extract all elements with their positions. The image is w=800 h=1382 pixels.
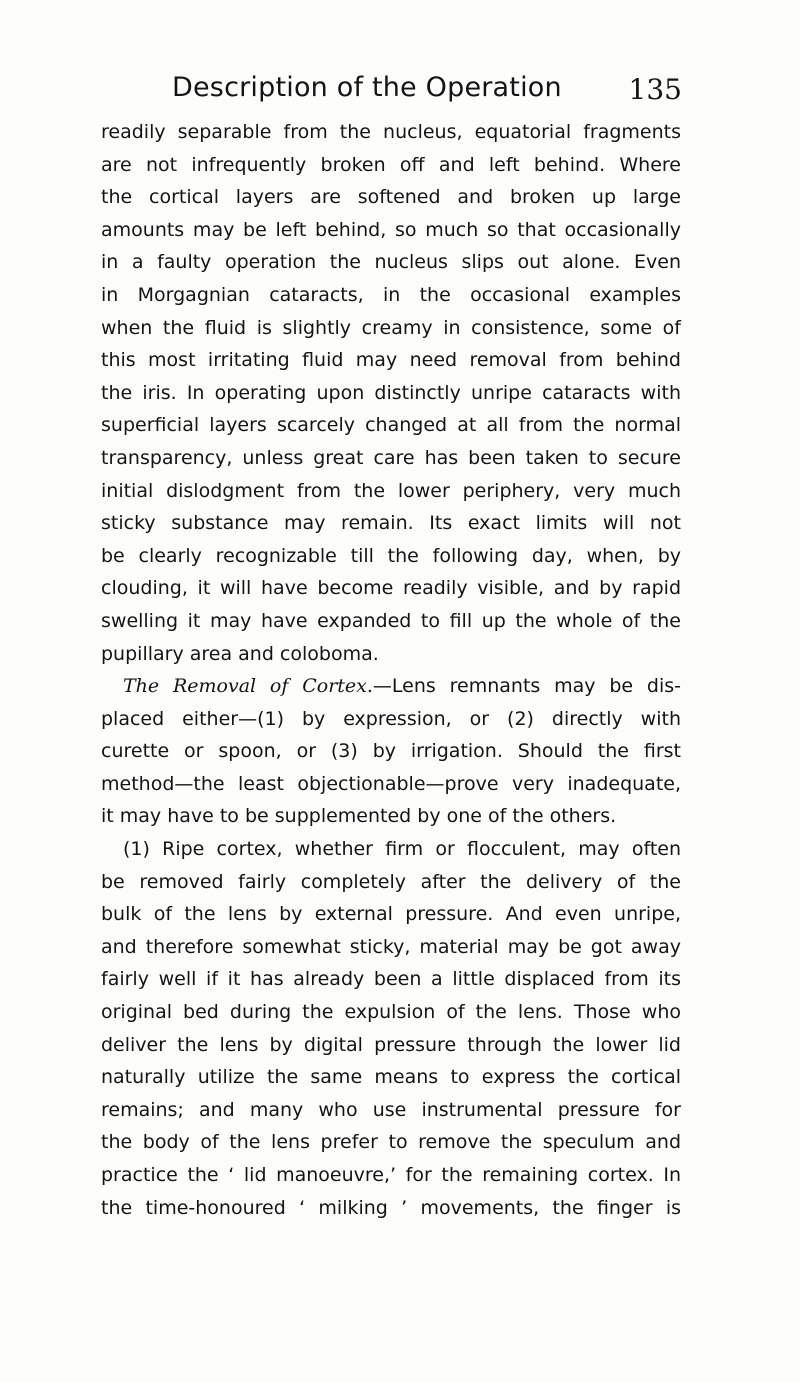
- text-line: curette or spoon, or (3) by irrigation. Should the first: [101, 740, 681, 763]
- section-heading: The Removal of Cortex.: [123, 675, 373, 698]
- text-line: it may have to be supplemented by one of the others.: [101, 805, 617, 828]
- text-line: this most irritating fluid may need removal from behind: [101, 349, 681, 372]
- text-fragment: —Lens remnants may be dis-: [372, 675, 681, 698]
- text-line: the iris. In operating upon distinctly unripe cataracts with: [101, 381, 681, 404]
- text-line: the time-honoured ‘ milking ’ movements, the finger is: [101, 1196, 681, 1219]
- text-line: initial dislodgment from the lower periphery, very much: [101, 479, 681, 502]
- text-line: bulk of the lens by external pressure. And even unripe,: [101, 903, 681, 926]
- paragraph-removal-of-cortex: [101, 670, 681, 833]
- text-line: superficial layers scarcely changed at all from the normal: [101, 414, 681, 437]
- text-line: be removed fairly completely after the delivery of the: [101, 870, 681, 893]
- running-header: [172, 70, 682, 114]
- text-line: method—the least objectionable—prove very inadequate,: [101, 772, 681, 795]
- text-line: pupillary area and coloboma.: [101, 642, 379, 665]
- text-line: practice the ‘ lid manoeuvre,’ for the remaining cortex. In: [101, 1164, 681, 1186]
- text-line: are not infrequently broken off and left behind. Where: [101, 153, 681, 176]
- text-line: naturally utilize the same means to express the cortical: [101, 1066, 681, 1089]
- text-line: the body of the lens prefer to remove the speculum and: [101, 1131, 681, 1154]
- text-line: the cortical layers are softened and broken up large: [101, 186, 681, 209]
- text-line: in Morgagnian cataracts, in the occasional examples: [101, 283, 681, 306]
- text-line: sticky substance may remain. Its exact limits will not: [101, 512, 681, 535]
- text-line: [101, 670, 681, 703]
- text-line: (1) Ripe cortex, whether firm or flocculent, may often: [123, 838, 681, 861]
- text-line: original bed during the expulsion of the lens. Those who: [101, 1001, 681, 1024]
- text-line: clouding, it will have become readily visible, and by rapid: [101, 577, 681, 600]
- text-line: when the fluid is slightly creamy in consistence, some of: [101, 316, 681, 339]
- text-line: placed either—(1) by expression, or (2) directly with: [101, 707, 681, 730]
- text-line: in a faulty operation the nucleus slips out alone. Even: [101, 251, 681, 274]
- text-line: readily separable from the nucleus, equatorial fragments: [101, 121, 681, 143]
- paragraph-expression: [101, 833, 681, 1224]
- page-body: [101, 116, 681, 1224]
- paragraph-continued: [101, 116, 681, 670]
- text-line: be clearly recognizable till the following day, when, by: [101, 544, 681, 567]
- page-number: 135: [628, 73, 682, 106]
- text-line: swelling it may have expanded to fill up the whole of the: [101, 609, 681, 632]
- running-header-title: Description of the Operation: [172, 72, 562, 103]
- text-line: transparency, unless great care has been taken to secure: [101, 446, 681, 469]
- text-line: amounts may be left behind, so much so that occasionally: [101, 218, 681, 241]
- text-line: fairly well if it has already been a little displaced from its: [101, 968, 681, 991]
- text-line: and therefore somewhat sticky, material may be got away: [101, 935, 681, 958]
- text-line: remains; and many who use instrumental pressure for: [101, 1098, 681, 1121]
- text-line: deliver the lens by digital pressure through the lower lid: [101, 1033, 681, 1056]
